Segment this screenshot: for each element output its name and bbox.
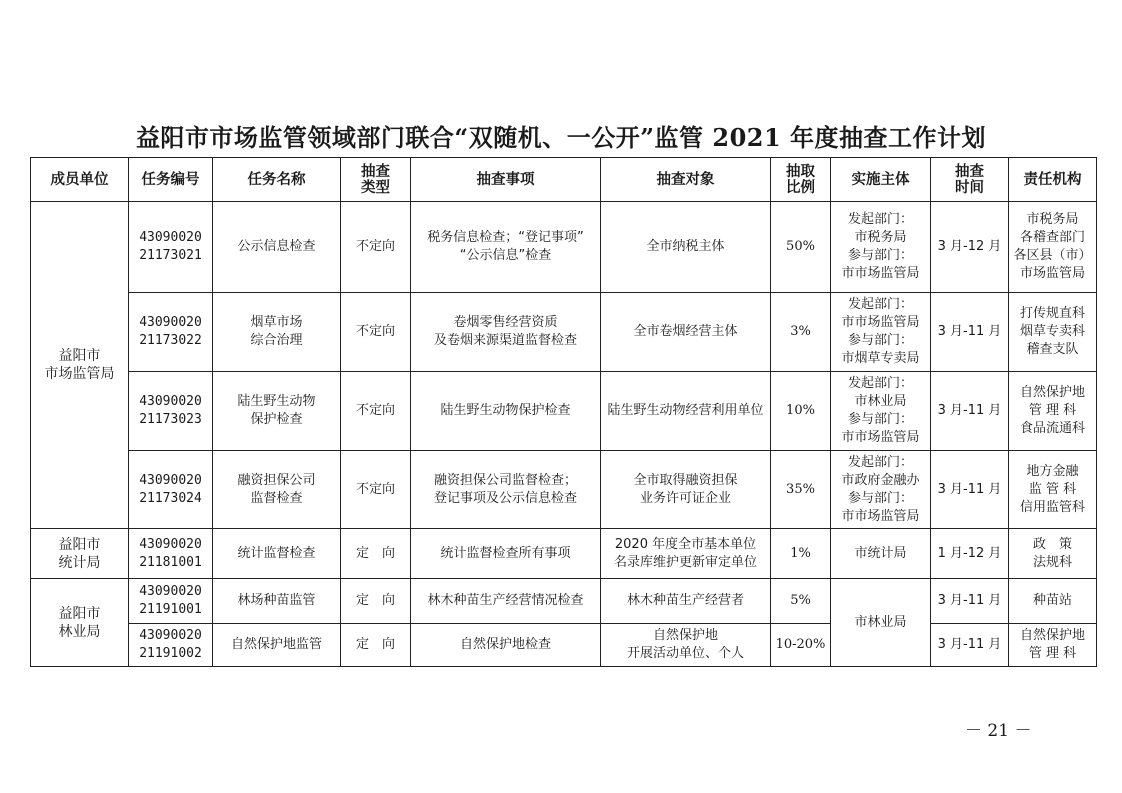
- task-name-cell: 自然保护地监管: [213, 624, 341, 667]
- header-implementer: 实施主体: [831, 158, 931, 202]
- header-member-unit: 成员单位: [31, 158, 129, 202]
- task-name-cell: 统计监督检查: [213, 529, 341, 579]
- member-unit-cell: 益阳市 统计局: [31, 529, 129, 579]
- ratio-cell: 50%: [771, 202, 831, 293]
- check-object-cell: 林木种苗生产经营者: [601, 579, 771, 624]
- check-item-cell: 自然保护地检查: [411, 624, 601, 667]
- table-row: [31, 202, 1097, 293]
- check-type-cell: 定 向: [341, 529, 411, 579]
- period-cell: 3 月-11 月: [931, 451, 1009, 529]
- table-row: [31, 579, 1097, 624]
- header-period: 抽查 时间: [931, 158, 1009, 202]
- ratio-cell: 35%: [771, 451, 831, 529]
- check-object-cell: 陆生野生动物经营利用单位: [601, 372, 771, 451]
- task-id-cell: 43090020 21191001: [129, 579, 213, 624]
- check-type-cell: 定 向: [341, 579, 411, 624]
- check-item-cell: 林木种苗生产经营情况检查: [411, 579, 601, 624]
- task-id-cell: 43090020 21181001: [129, 529, 213, 579]
- check-item-cell: 税务信息检查；“登记事项” “公示信息”检查: [411, 202, 601, 293]
- check-object-cell: 2020 年度全市基本单位 名录库维护更新审定单位: [601, 529, 771, 579]
- header-check-type: 抽查 类型: [341, 158, 411, 202]
- responsible-cell: 自然保护地 管 理 科 食品流通科: [1009, 372, 1097, 451]
- inspection-plan-table: [30, 157, 1097, 667]
- check-item-cell: 融资担保公司监督检查； 登记事项及公示信息检查: [411, 451, 601, 529]
- header-task-id: 任务编号: [129, 158, 213, 202]
- table-row: [31, 529, 1097, 579]
- ratio-cell: 10-20%: [771, 624, 831, 667]
- implementer-cell: 市统计局: [831, 529, 931, 579]
- task-name-cell: 公示信息检查: [213, 202, 341, 293]
- table-row: [31, 624, 1097, 667]
- check-type-cell: 不定向: [341, 202, 411, 293]
- check-item-cell: 统计监督检查所有事项: [411, 529, 601, 579]
- member-unit-cell: 益阳市 林业局: [31, 579, 129, 667]
- check-type-cell: 定 向: [341, 624, 411, 667]
- task-id-cell: 43090020 21173021: [129, 202, 213, 293]
- task-name-cell: 林场种苗监管: [213, 579, 341, 624]
- responsible-cell: 种苗站: [1009, 579, 1097, 624]
- header-check-object: 抽查对象: [601, 158, 771, 202]
- header-task-name: 任务名称: [213, 158, 341, 202]
- header-check-item: 抽查事项: [411, 158, 601, 202]
- implementer-cell: 发起部门： 市政府金融办 参与部门： 市市场监管局: [831, 451, 931, 529]
- task-name-cell: 烟草市场 综合治理: [213, 293, 341, 372]
- task-id-cell: 43090020 21191002: [129, 624, 213, 667]
- period-cell: 3 月-11 月: [931, 372, 1009, 451]
- document-title: 益阳市市场监管领域部门联合“双随机、一公开”监管 2021 年度抽查工作计划: [135, 123, 987, 152]
- check-object-cell: 全市取得融资担保 业务许可证企业: [601, 451, 771, 529]
- period-cell: 3 月-11 月: [931, 624, 1009, 667]
- implementer-cell: 发起部门： 市税务局 参与部门： 市市场监管局: [831, 202, 931, 293]
- header-ratio: 抽取 比例: [771, 158, 831, 202]
- implementer-cell: 市林业局: [831, 579, 931, 667]
- check-object-cell: 全市纳税主体: [601, 202, 771, 293]
- responsible-cell: 政 策 法规科: [1009, 529, 1097, 579]
- task-name-cell: 陆生野生动物 保护检查: [213, 372, 341, 451]
- responsible-cell: 市税务局 各稽查部门 各区县（市） 市场监管局: [1009, 202, 1097, 293]
- page-number: － 21 －: [965, 721, 1032, 741]
- period-cell: 1 月-12 月: [931, 529, 1009, 579]
- responsible-cell: 自然保护地 管 理 科: [1009, 624, 1097, 667]
- ratio-cell: 3%: [771, 293, 831, 372]
- check-object-cell: 自然保护地 开展活动单位、个人: [601, 624, 771, 667]
- period-cell: 3 月-11 月: [931, 293, 1009, 372]
- task-id-cell: 43090020 21173024: [129, 451, 213, 529]
- table-header-row: [31, 158, 1097, 202]
- check-item-cell: 陆生野生动物保护检查: [411, 372, 601, 451]
- table-row: [31, 293, 1097, 372]
- member-unit-cell: 益阳市 市场监管局: [31, 202, 129, 529]
- period-cell: 3 月-12 月: [931, 202, 1009, 293]
- ratio-cell: 10%: [771, 372, 831, 451]
- ratio-cell: 1%: [771, 529, 831, 579]
- check-type-cell: 不定向: [341, 451, 411, 529]
- check-item-cell: 卷烟零售经营资质 及卷烟来源渠道监督检查: [411, 293, 601, 372]
- table-row: [31, 372, 1097, 451]
- table-row: [31, 451, 1097, 529]
- implementer-cell: 发起部门： 市林业局 参与部门： 市市场监管局: [831, 372, 931, 451]
- task-name-cell: 融资担保公司 监督检查: [213, 451, 341, 529]
- responsible-cell: 打传规直科 烟草专卖科 稽查支队: [1009, 293, 1097, 372]
- check-object-cell: 全市卷烟经营主体: [601, 293, 771, 372]
- task-id-cell: 43090020 21173023: [129, 372, 213, 451]
- ratio-cell: 5%: [771, 579, 831, 624]
- check-type-cell: 不定向: [341, 372, 411, 451]
- task-id-cell: 43090020 21173022: [129, 293, 213, 372]
- check-type-cell: 不定向: [341, 293, 411, 372]
- period-cell: 3 月-11 月: [931, 579, 1009, 624]
- responsible-cell: 地方金融 监 管 科 信用监管科: [1009, 451, 1097, 529]
- implementer-cell: 发起部门： 市市场监管局 参与部门： 市烟草专卖局: [831, 293, 931, 372]
- header-responsible: 责任机构: [1009, 158, 1097, 202]
